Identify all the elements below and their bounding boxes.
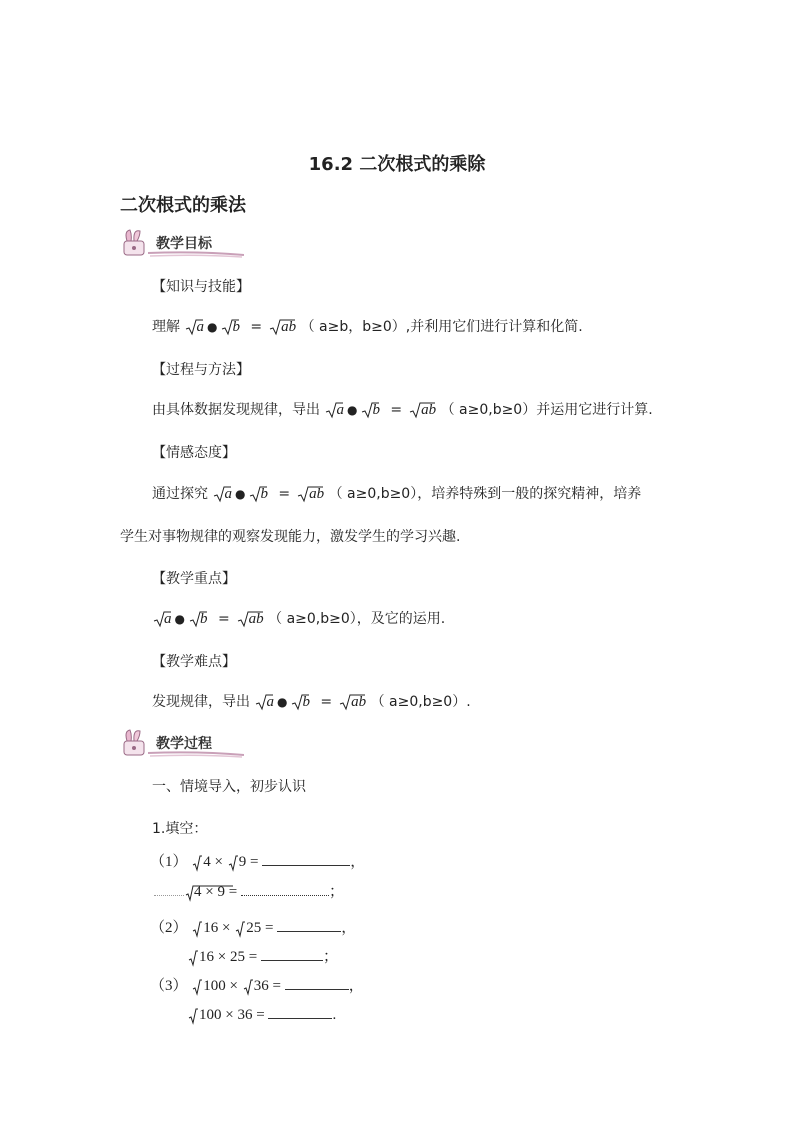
exercise-number: （3） [150, 978, 188, 994]
attitude-text-line2: 学生对事物规律的观察发现能力，激发学生的学习兴趣. [120, 529, 461, 545]
punct: ， [350, 854, 366, 870]
punct: ； [322, 949, 338, 965]
fill-heading: 1.填空： [152, 821, 208, 837]
var-ab: ab [309, 486, 325, 502]
radicand: 100 [203, 978, 226, 994]
attitude-pre: 通过探究 [152, 486, 208, 502]
knowledge-heading: 【知识与技能】 [152, 279, 250, 295]
eq-sign: = [320, 694, 333, 710]
eq-sign: = [249, 854, 259, 870]
var-a: a [196, 319, 204, 335]
radicand: 100 × 36 [199, 1007, 253, 1023]
exercise-1-line1 [150, 850, 365, 872]
dot-op: ● [174, 612, 185, 626]
exercise-1-line2 [154, 880, 344, 902]
difficulty-pre: 发现规律，导出 [152, 694, 250, 710]
dot-op: ● [276, 695, 288, 709]
knowledge-post: ,并利用它们进行计算和化简. [405, 319, 583, 335]
exercise-3-line1 [150, 974, 364, 996]
times-op: × [229, 978, 238, 994]
eq-sign: = [278, 486, 291, 502]
exercise-2-line2 [187, 945, 338, 967]
var-b: b [372, 402, 380, 418]
answer-blank[interactable] [277, 917, 341, 932]
answer-blank[interactable] [262, 851, 350, 866]
attitude-condition: （ a≥0,b≥0） [328, 486, 418, 502]
difficulty-heading: 【教学难点】 [152, 654, 236, 670]
var-ab: ab [421, 402, 437, 418]
punct: ， [341, 920, 357, 936]
exercise-number: （1） [150, 854, 188, 870]
knowledge-condition: （ a≥b，b≥0） [300, 319, 406, 335]
sqrt-icon [188, 1007, 198, 1025]
intro-heading: 一、情境导入，初步认识 [152, 779, 306, 795]
var-b: b [232, 319, 240, 335]
exercise-3-line2 [187, 1004, 336, 1025]
process-pre: 由具体数据发现规律，导出 [152, 402, 320, 418]
times-op: × [214, 854, 223, 870]
radicand: 4 × 9 [194, 884, 225, 900]
var-a: a [164, 611, 172, 627]
key-condition: （ a≥0,b≥0），及它的运用. [268, 611, 446, 627]
radicand: 9 [238, 854, 247, 870]
var-ab: ab [351, 694, 367, 710]
var-ab: ab [281, 319, 297, 335]
var-b: b [199, 611, 208, 627]
attitude-post: ，培养特殊到一般的探究精神，培养 [417, 486, 642, 502]
punct: ； [328, 884, 344, 900]
var-b: b [260, 486, 268, 502]
answer-blank[interactable] [285, 975, 349, 990]
punct: . [332, 1007, 337, 1023]
eq-sign: = [264, 920, 274, 936]
sqrt-icon [192, 854, 202, 872]
sqrt-icon [243, 978, 253, 996]
key-text [152, 608, 445, 628]
var-a: a [224, 486, 232, 502]
radicand: 36 [253, 978, 269, 994]
attitude-heading: 【情感态度】 [152, 445, 236, 461]
sqrt-icon [192, 978, 202, 996]
eq-sign: = [228, 884, 238, 900]
badge-label: 教学目标 [156, 236, 212, 252]
teaching-goals-badge [118, 227, 244, 259]
attitude-text [152, 483, 641, 503]
process-post: 并运用它进行计算. [536, 402, 653, 418]
dot-op: ● [346, 403, 358, 417]
radicand: 4 [203, 854, 211, 870]
process-text [152, 399, 653, 419]
sqrt-icon [188, 949, 198, 967]
eq-sign: = [256, 1007, 265, 1023]
radicand: 16 × 25 [199, 949, 245, 965]
eq-sign: = [390, 402, 403, 418]
eq-sign: = [250, 319, 263, 335]
page-title: 16.2 二次根式的乘除 [308, 154, 486, 175]
punct: ， [348, 978, 364, 994]
exercise-2-line1 [150, 916, 356, 938]
eq-sign: = [272, 978, 281, 994]
knowledge-pre: 理解 [152, 319, 180, 335]
process-heading: 【过程与方法】 [152, 362, 250, 378]
times-op: × [222, 920, 231, 936]
dotted-leader [154, 895, 184, 896]
radicand: 16 [203, 920, 219, 936]
var-b: b [302, 694, 310, 710]
sqrt-icon [228, 854, 238, 872]
answer-blank[interactable] [241, 881, 329, 896]
difficulty-condition: （ a≥0,b≥0）. [370, 694, 471, 710]
knowledge-text [152, 316, 583, 336]
difficulty-text [152, 691, 471, 711]
badge-label: 教学过程 [156, 736, 212, 752]
answer-blank[interactable] [268, 1004, 332, 1019]
eq-sign: = [248, 949, 258, 965]
dot-op: ● [234, 487, 246, 501]
formula [184, 319, 300, 335]
section-subtitle: 二次根式的乘法 [120, 195, 246, 216]
var-ab: ab [248, 611, 264, 627]
dot-op: ● [206, 320, 218, 334]
var-a: a [266, 694, 274, 710]
answer-blank[interactable] [261, 946, 323, 961]
var-a: a [336, 402, 344, 418]
process-condition: （ a≥0,b≥0） [440, 402, 537, 418]
teaching-process-badge [118, 727, 244, 759]
exercise-number: （2） [150, 920, 188, 936]
sqrt-icon [235, 920, 245, 938]
key-heading: 【教学重点】 [152, 571, 236, 587]
eq-sign: = [217, 611, 230, 627]
radicand: 25 [246, 920, 262, 936]
sqrt-icon [192, 920, 202, 938]
